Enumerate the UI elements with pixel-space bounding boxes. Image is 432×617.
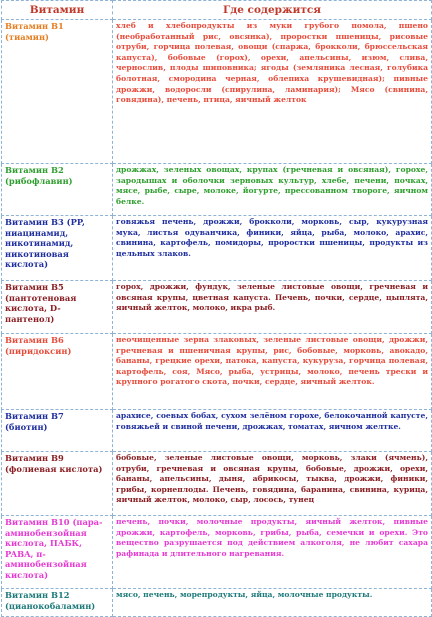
table-row-b12 xyxy=(2,589,432,617)
vitamin-name-b10: Витамин B10 (пара-аминобензойная кислота, ПАБК, PABA, п-аминобензойная кислота) xyxy=(2,516,113,589)
vitamin-sources-b6: неочищенные зерна злаковых, зеленые листовые овощи, дрожжи, гречневая и пшеничная крупы, рис, бобовые, морковь, авокадо, бананы, грецкие орехи, патока, капуста, кукуруза, горчица полевая, картофель, соя, Мясо, рыба, устрицы, молоко, печень трески и крупного рогатого скота, почки, сердце, яичный желток. xyxy=(113,334,432,410)
table-row-b3 xyxy=(2,216,432,281)
table-row-b10 xyxy=(2,516,432,589)
vitamin-sources-b2: дрожжах, зеленых овощах, крупах (гречневая и овсяная), горохе, зародышах и оболочки зерновых культур, хлебе, печени, почках, мясе, рыбе, сыре, молоке, йогурте, прессованном твороге, яичном белке. xyxy=(113,164,432,216)
vitamin-table xyxy=(1,0,432,617)
vitamin-sources-b3: говяжья печень, дрожжи, брокколи, морковь, сыр, кукурузная мука, листья одуванчика, финики, яйца, рыба, молоко, арахис, свинина, картофель, помидоры, проростки пшеницы, продукты из цельных злаков. xyxy=(113,216,432,281)
vitamin-sources-b7: арахисе, соевых бобах, сухом зелёном горохе, белокочанной капусте, говяжьей и свиной печени, дрожжах, томатах, яичном желтке. xyxy=(113,410,432,452)
vitamin-sources-b10: печень, почки, молочные продукты, яичный желток, пивные дрожжи, картофель, морковь, грибы, рыба, семечки и орехи. Это вещество разрушается под действием алкоголя, не любит сахара рафинада и длительного нагревания. xyxy=(113,516,432,589)
table-header-row xyxy=(2,1,432,20)
header-sources: Где содержится xyxy=(113,1,432,20)
table-row-b7 xyxy=(2,410,432,452)
vitamin-name-b6: Витамин B6 (пиридоксин) xyxy=(2,334,113,410)
vitamin-sources-b12: мясо, печень, морепродукты, яйца, молочные продукты. xyxy=(113,589,432,617)
table-row-b1 xyxy=(2,20,432,164)
vitamin-name-b1: Витамин B1 (тиамин) xyxy=(2,20,113,164)
vitamin-name-b2: Витамин B2 (рибофлавин) xyxy=(2,164,113,216)
vitamin-name-b5: Витамин B5 (пантотеновая кислота, D-пантенол) xyxy=(2,281,113,334)
vitamin-name-b3: Витамин B3 (PP, ниацинамид, никотинамид, никотиновая кислота) xyxy=(2,216,113,281)
table-row-b2 xyxy=(2,164,432,216)
vitamin-name-b7: Витамин B7 (биотин) xyxy=(2,410,113,452)
vitamin-sources-b9: бобовые, зеленые листовые овощи, морковь, злаки (ячмень), отруби, гречневая и овсяная крупы, бобовые, дрожжи, орехи, бананы, апельсины, дыня, абрикосы, тыква, дрожжи, финики, грибы, корнеплоды. Печень, говядина, баранина, свинина, курица, яичный желток, молоко, сыр, лосось, тунец xyxy=(113,452,432,516)
header-vitamin: Витамин xyxy=(2,1,113,20)
table-row-b6 xyxy=(2,334,432,410)
table-row-b9 xyxy=(2,452,432,516)
vitamin-sources-b5: горох, дрожжи, фундук, зеленые листовые овощи, гречневая и овсяная крупы, цветная капуста. Печень, почки, сердце, цыплята, яичный желток, молоко, икра рыб. xyxy=(113,281,432,334)
table-row-b5 xyxy=(2,281,432,334)
vitamin-name-b9: Витамин B9 (фолиевая кислота) xyxy=(2,452,113,516)
vitamin-sources-b1: хлеб и хлебопродукты из муки грубого помола, пшено (необработанный рис, овсянка), проростки пшеницы, рисовые отруби, горчица полевая, овощи (спаржа, брокколи, брюссельская капуста), бобовые (горох), орехи, апельсины, изюм, слива, чернослив, плоды шиповника; ягоды (земляника лесная, голубика болотная, смородина черная, облепиха крушевидная); пивные дрожжи, водоросли (спирулина, ламинария); Мясо (свинина, говядина), печень, птица, яичный желток xyxy=(113,20,432,164)
vitamin-name-b12: Витамин B12 (цианокобаламин) xyxy=(2,589,113,617)
